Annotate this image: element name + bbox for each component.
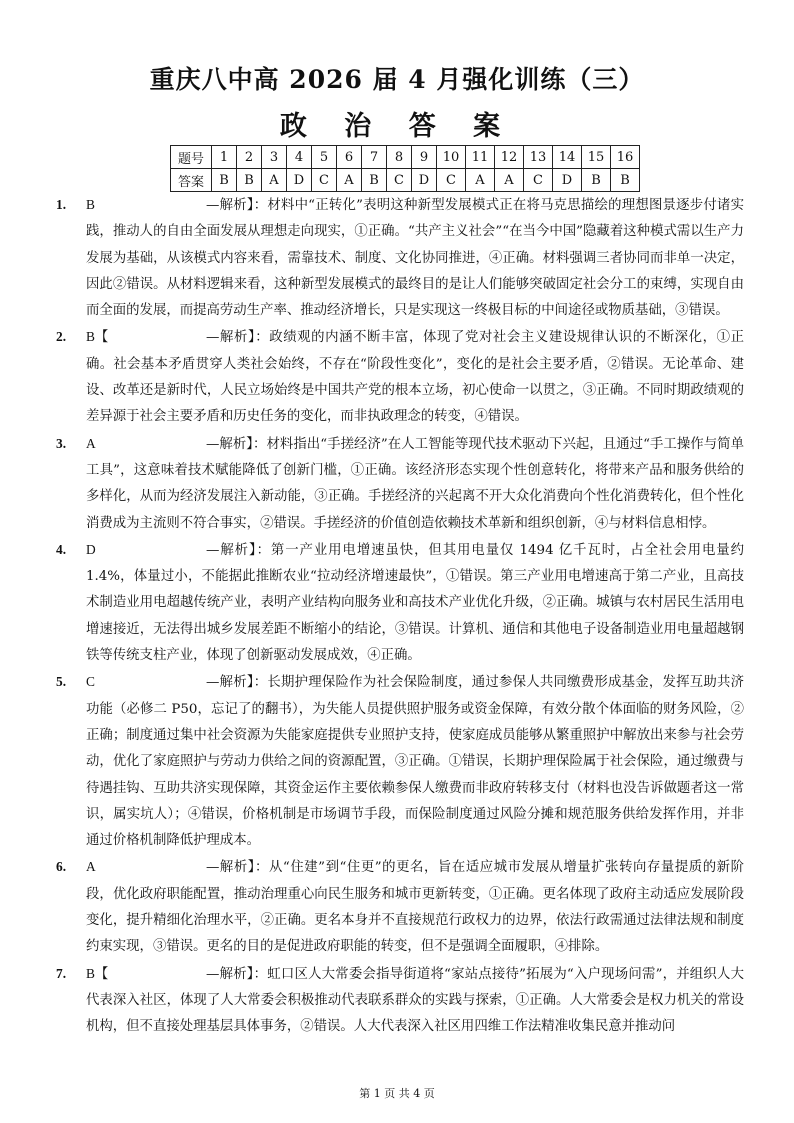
row-label-number: 题号 <box>171 146 212 169</box>
question-number: 10 <box>437 146 466 169</box>
item-number: 7. <box>56 965 67 981</box>
item-text: 政绩观的内涵不断丰富，体现了党对社会主义建设规律认识的不断深化，①正确。社会基本矛盾贯穿人类社会始终，不存在“阶段性变化”，变化的是社会主要矛盾，②错误。无论革命、建设、改革还是新时代，人民立场始终是中国共产党的根本立场，初心使命一以贯之，③正确。不同时期政绩观的差异源于社会主要矛盾和历史任务的变化，而非执政理念的转变，④错误。 <box>86 330 744 425</box>
explanation-item <box>56 324 744 430</box>
answer-cell: D <box>412 169 437 192</box>
item-label: —解析】： <box>206 198 268 213</box>
answer-cell: B <box>611 169 640 192</box>
answer-cell: B <box>362 169 387 192</box>
item-label: —解析】： <box>206 330 270 346</box>
question-number: 9 <box>412 146 437 169</box>
answer-cell: C <box>524 169 553 192</box>
page-title: 重庆八中高 2026 届 4 月强化训练（三） <box>149 65 645 94</box>
item-number: 5. <box>56 674 67 690</box>
answer-cell: B <box>237 169 262 192</box>
item-label: —解析】： <box>206 860 269 876</box>
answer-cell: C <box>387 169 412 192</box>
answer-table <box>170 145 640 192</box>
answer-cell: A <box>466 169 495 192</box>
explanation-item <box>56 431 744 537</box>
item-number: 6. <box>56 859 67 875</box>
question-number: 15 <box>582 146 611 169</box>
item-answer: B【 <box>86 965 109 981</box>
item-answer: B【 <box>86 329 109 345</box>
explanation-item <box>56 537 744 669</box>
item-text: 材料中“正转化”表明这种新型发展模式正在将马克思描绘的理想图景逐步付诸实践，推动人的自由全面发展从理想走向现实，①正确。“共产主义社会”“在当今中国”隐藏着这种模式需以生产力发展为基础，从该模式内容来看，需靠技术、制度、文化协同推进，④正确。材料强调三者协同而非单一决定，因此②错误。从材料逻辑来看，这种新型发展模式的最终目的是让人们能够突破固定社会分工的束缚，实现自由而全面的发展，而提高劳动生产率、推动经济增长，只是实现这一终极目标的中间途径或物质基础，③错误。 <box>86 198 744 319</box>
question-number: 13 <box>524 146 553 169</box>
question-number: 11 <box>466 146 495 169</box>
item-number: 4. <box>56 541 67 557</box>
item-text: 长期护理保险作为社会保险制度，通过参保人共同缴费形成基金，发挥互助共济功能（必修二 P50，忘记了的翻书），为失能人员提供照护服务或资金保障，有效分散个体面临的财务风险，②正确；制度通过集中社会资源为失能家庭提供专业照护支持，使家庭成员能够从繁重照护中解放出来参与社会劳动，优化了家庭照护与劳动力供给之间的资源配置，③正确。①错误，长期护理保险属于社会保险，通过缴费与待遇挂钩、互助共济实现保障，其资金运作主要依赖参保人缴费而非政府转移支付（材料也没告诉做题者这一常识，属实坑人）；④错误，价格机制是市场调节手段，而保险制度通过风险分摊和规范服务供给发挥作用，并非通过价格机制降低护理成本。 <box>86 675 744 849</box>
explanation-item <box>56 669 744 854</box>
explanation-item <box>56 192 744 324</box>
question-number: 14 <box>553 146 582 169</box>
answer-table-number-row <box>171 146 640 169</box>
page-footer: 第 1 页 共 4 页 <box>359 1087 435 1100</box>
question-number: 1 <box>212 146 237 169</box>
answer-cell: A <box>495 169 524 192</box>
item-text: 材料指出“手搓经济”在人工智能等现代技术驱动下兴起，且通过“手工操作与简单工具”，这意味着技术赋能降低了创新门槛，①正确。该经济形态实现个性创意转化，将带来产品和服务供给的多样化，从而为经济发展注入新动能，③正确。手搓经济的兴起离不开大众化消费向个性化消费转化，但个性化消费成为主流则不符合事实，②错误。手搓经济的价值创造依赖技术革新和组织创新，④与材料信息相悖。 <box>86 436 744 531</box>
item-text: 第一产业用电增速虽快，但其用电量仅 1494 亿千瓦时，占全社会用电量约 1.4%，体量过小，不能据此推断农业“拉动经济增速最快”，①错误。第三产业用电增速高于第二产业，且高技术制造业用电超越传统产业，表明产业结构向服务业和高技术产业优化升级，②正确。城镇与农村居民生活用电增速接近，无法得出城乡发展差距不断缩小的结论，③错误。计算机、通信和其他电子设备制造业用电量超越钢铁等传统支柱产业，体现了创新驱动发展成效，④正确。 <box>86 542 744 664</box>
item-answer: A <box>86 435 96 451</box>
row-label-answer: 答案 <box>171 169 212 192</box>
item-answer: D <box>86 541 96 557</box>
item-label: —解析】： <box>206 966 268 982</box>
question-number: 16 <box>611 146 640 169</box>
answer-cell: D <box>287 169 312 192</box>
answer-cell: B <box>212 169 237 192</box>
answer-table-answer-row <box>171 169 640 192</box>
page-subtitle: 政 治 答 案 <box>279 111 515 142</box>
answer-cell: A <box>337 169 362 192</box>
item-number: 1. <box>56 197 67 212</box>
item-answer: C <box>86 674 95 690</box>
item-number: 2. <box>56 329 67 345</box>
answer-cell: C <box>312 169 337 192</box>
item-answer: A <box>86 859 96 875</box>
answer-cell: A <box>262 169 287 192</box>
item-label: —解析】： <box>206 436 267 452</box>
question-number: 3 <box>262 146 287 169</box>
question-number: 5 <box>312 146 337 169</box>
item-number: 3. <box>56 435 67 451</box>
answer-cell: B <box>582 169 611 192</box>
question-number: 12 <box>495 146 524 169</box>
item-answer: B <box>86 197 95 212</box>
item-text: 从“住建”到“住更”的更名，旨在适应城市发展从增量扩张转向存量提质的新阶段，优化政府职能配置，推动治理重心向民生服务和城市更新转变，①正确。更名体现了政府主动适应发展阶段变化，提升精细化治理水平，②正确。更名本身并不直接规范行政权力的边界，依法行政需通过法律法规和制度约束实现，③错误。更名的目的是促进政府职能的转变，但不是强调全面履职，④排除。 <box>86 860 744 955</box>
answer-cell: D <box>553 169 582 192</box>
item-label: —解析】： <box>206 675 268 691</box>
question-number: 6 <box>337 146 362 169</box>
question-number: 8 <box>387 146 412 169</box>
question-number: 2 <box>237 146 262 169</box>
item-label: —解析】： <box>206 542 271 558</box>
question-number: 4 <box>287 146 312 169</box>
explanation-item <box>56 961 744 1041</box>
question-number: 7 <box>362 146 387 169</box>
explanation-list <box>56 192 744 1041</box>
explanation-item <box>56 854 744 960</box>
answer-cell: C <box>437 169 466 192</box>
item-text: 虹口区人大常委会指导街道将“家站点接待”拓展为“入户现场问需”，并组织人大代表深入社区，体现了人大常委会积极推动代表联系群众的实践与探索，①正确。人大常委会是权力机关的常设机构，但不直接处理基层具体事务，②错误。人大代表深入社区用四维工作法精准收集民意并推动问 <box>86 966 744 1035</box>
